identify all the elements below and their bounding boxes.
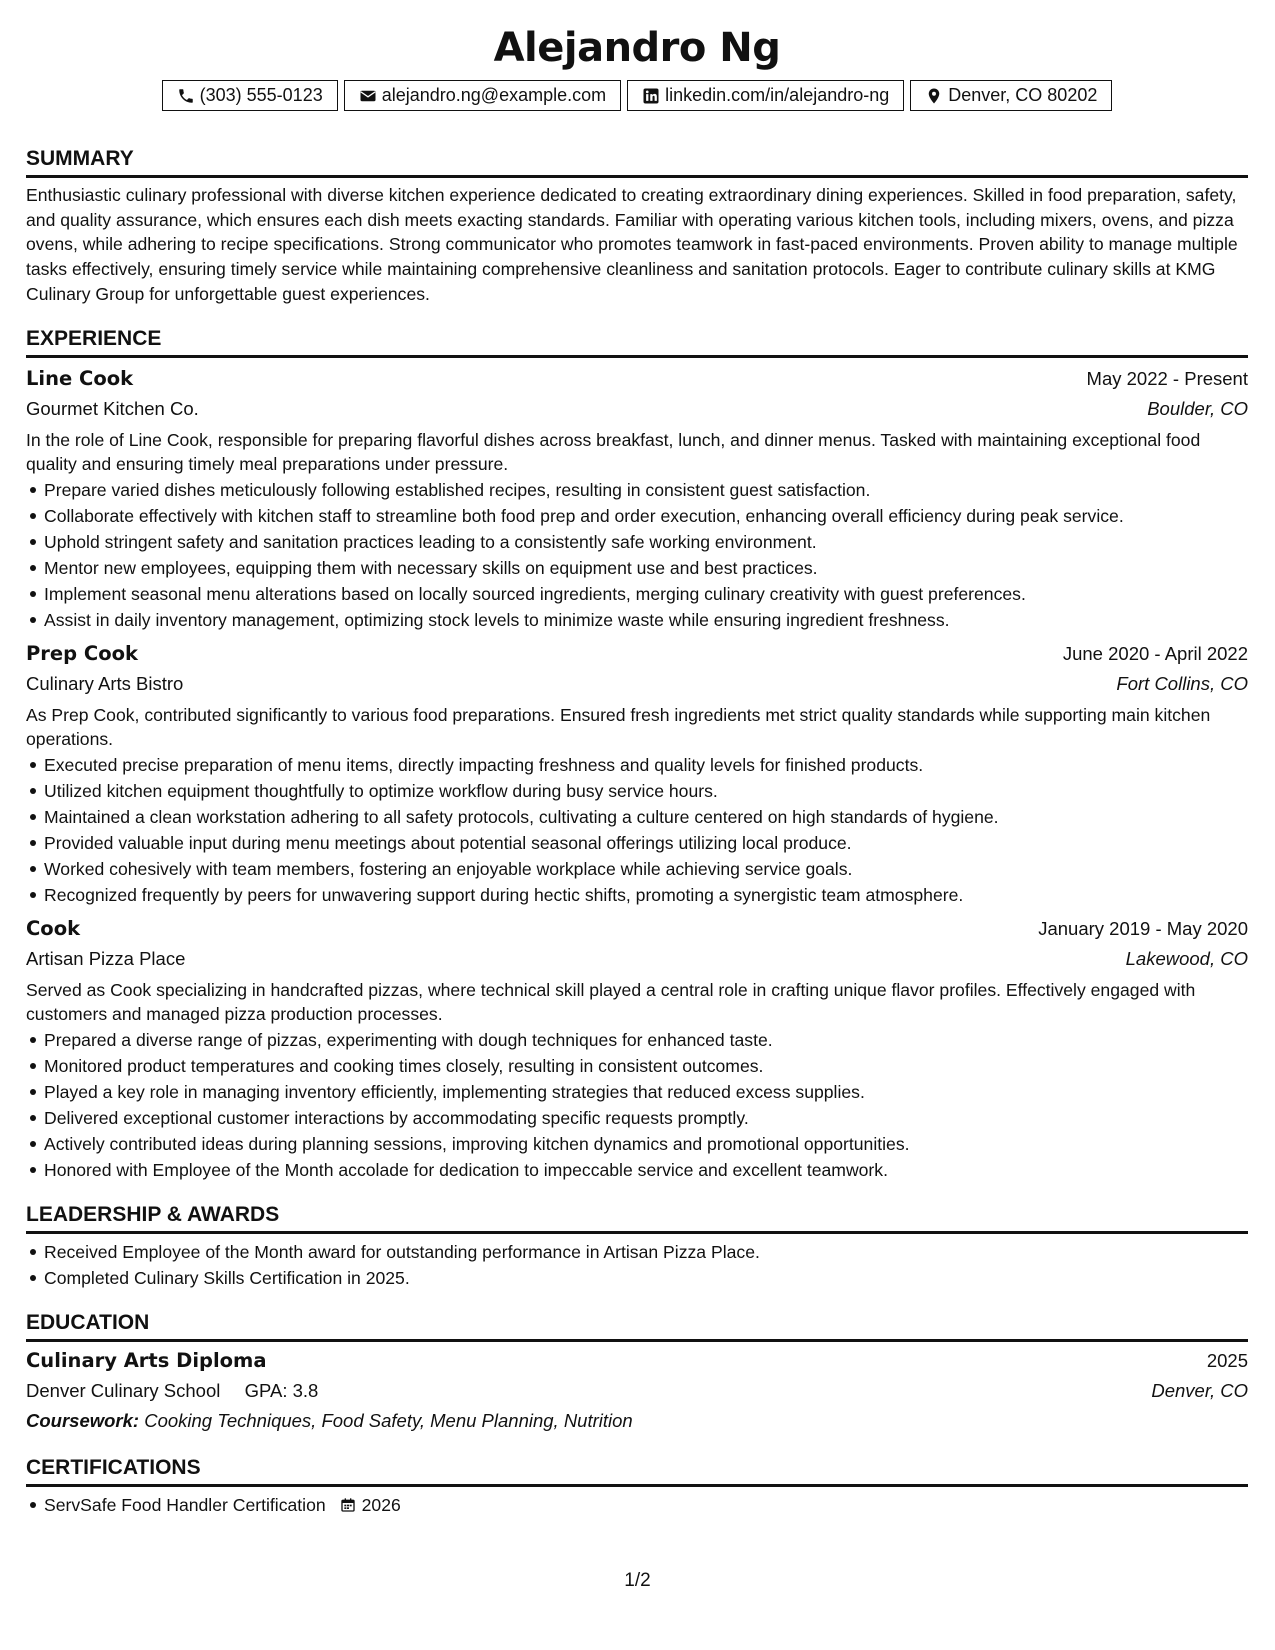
list-item: Utilized kitchen equipment thoughtfully to optimize workflow during busy service hours. bbox=[26, 778, 1248, 804]
degree-title: Culinary Arts Diploma bbox=[26, 1348, 267, 1372]
contact-location bbox=[910, 80, 1112, 111]
linkedin-text: linkedin.com/in/alejandro-ng bbox=[665, 85, 890, 105]
job-date: June 2020 - April 2022 bbox=[1062, 642, 1248, 664]
contact-phone[interactable] bbox=[162, 80, 338, 111]
experience-section bbox=[26, 319, 1248, 1183]
list-item: Recognized frequently by peers for unwavering support during hectic shifts, promoting a synergistic team atmosphere. bbox=[26, 882, 1248, 908]
leadership-section bbox=[26, 1195, 1248, 1291]
job-company: Artisan Pizza Place bbox=[26, 947, 186, 969]
job-title: Prep Cook bbox=[26, 641, 138, 665]
gpa: GPA: 3.8 bbox=[244, 1379, 319, 1401]
page-number: 1/2 bbox=[624, 1570, 651, 1591]
job-description: As Prep Cook, contributed significantly to various food preparations. Ensured fresh ingredients met strict quality standards while supporting main kitchen operations. bbox=[26, 704, 1211, 749]
list-item: Prepared a diverse range of pizzas, experimenting with dough techniques for enhanced taste. bbox=[26, 1027, 1248, 1053]
job-title: Line Cook bbox=[26, 366, 134, 390]
list-item: Implement seasonal menu alterations based on locally sourced ingredients, merging culinary creativity with guest preferences. bbox=[26, 581, 1248, 607]
list-item: Completed Culinary Skills Certification in 2025. bbox=[26, 1265, 1248, 1291]
map-pin-icon bbox=[925, 87, 943, 105]
section-title-summary: SUMMARY bbox=[26, 139, 1248, 178]
contact-linkedin[interactable] bbox=[627, 80, 904, 111]
job-entry bbox=[26, 639, 1248, 908]
section-title-education: EDUCATION bbox=[26, 1303, 1248, 1342]
list-item: Collaborate effectively with kitchen staff to streamline both food prep and order execution, enhancing overall efficiency during peak service. bbox=[26, 503, 1248, 529]
section-title-leadership: LEADERSHIP & AWARDS bbox=[26, 1195, 1248, 1234]
certifications-list bbox=[26, 1492, 1248, 1518]
list-item: Actively contributed ideas during planning sessions, improving kitchen dynamics and promotional opportunities. bbox=[26, 1131, 1248, 1157]
coursework-list: Cooking Techniques, Food Safety, Menu Planning, Nutrition bbox=[144, 1409, 633, 1431]
job-date: May 2022 - Present bbox=[1086, 367, 1248, 389]
email-text: alejandro.ng@example.com bbox=[381, 85, 607, 105]
contact-bar bbox=[26, 80, 1248, 111]
job-bullets bbox=[26, 477, 1248, 633]
coursework-label: Coursework: bbox=[26, 1409, 140, 1431]
list-item: Received Employee of the Month award for outstanding performance in Artisan Pizza Place. bbox=[26, 1239, 1248, 1265]
phone-icon bbox=[177, 87, 195, 105]
job-bullets bbox=[26, 1027, 1248, 1183]
job-bullets bbox=[26, 752, 1248, 908]
location-text: Denver, CO 80202 bbox=[948, 85, 1098, 105]
phone-text: (303) 555-0123 bbox=[199, 85, 323, 105]
envelope-icon bbox=[359, 87, 377, 105]
list-item bbox=[26, 1492, 1248, 1518]
education-section bbox=[26, 1303, 1248, 1436]
job-title: Cook bbox=[26, 916, 81, 940]
job-description: In the role of Line Cook, responsible for preparing flavorful dishes across breakfast, lunch, and dinner menus. Tasked with maintaining exceptional food quality and ensuring timely meal preparations under pressure. bbox=[26, 429, 1201, 474]
job-location: Lakewood, CO bbox=[1125, 947, 1248, 969]
education-year: 2025 bbox=[1206, 1349, 1248, 1371]
job-location: Boulder, CO bbox=[1147, 397, 1248, 419]
linkedin-icon bbox=[642, 87, 660, 105]
coursework bbox=[26, 1406, 1248, 1436]
list-item: Played a key role in managing inventory efficiently, implementing strategies that reduced excess supplies. bbox=[26, 1079, 1248, 1105]
list-item: Honored with Employee of the Month accolade for dedication to impeccable service and excellent teamwork. bbox=[26, 1157, 1248, 1183]
school-name: Denver Culinary School bbox=[26, 1379, 221, 1401]
list-item: Mentor new employees, equipping them with necessary skills on equipment use and best practices. bbox=[26, 555, 1248, 581]
list-item: Delivered exceptional customer interactions by accommodating specific requests promptly. bbox=[26, 1105, 1248, 1131]
section-title-certifications: CERTIFICATIONS bbox=[26, 1448, 1248, 1487]
job-company: Culinary Arts Bistro bbox=[26, 672, 184, 694]
job-entry bbox=[26, 914, 1248, 1183]
list-item: Executed precise preparation of menu items, directly impacting freshness and quality levels for finished products. bbox=[26, 752, 1248, 778]
list-item: Uphold stringent safety and sanitation practices leading to a consistently safe working environment. bbox=[26, 529, 1248, 555]
certification-year: 2026 bbox=[361, 1494, 401, 1515]
certifications-section bbox=[26, 1448, 1248, 1518]
summary-section bbox=[26, 139, 1248, 307]
list-item: Provided valuable input during menu meetings about potential seasonal offerings utilizing local produce. bbox=[26, 830, 1248, 856]
job-company: Gourmet Kitchen Co. bbox=[26, 397, 199, 419]
contact-email[interactable] bbox=[344, 80, 621, 111]
job-entry bbox=[26, 364, 1248, 633]
list-item: Prepare varied dishes meticulously following established recipes, resulting in consistent guest satisfaction. bbox=[26, 477, 1248, 503]
section-title-experience: EXPERIENCE bbox=[26, 319, 1248, 358]
candidate-name: Alejandro Ng bbox=[493, 25, 781, 71]
job-date: January 2019 - May 2020 bbox=[1038, 917, 1248, 939]
list-item: Monitored product temperatures and cooking times closely, resulting in consistent outcomes. bbox=[26, 1053, 1248, 1079]
certification-name: ServSafe Food Handler Certification bbox=[44, 1494, 326, 1515]
job-location: Fort Collins, CO bbox=[1116, 672, 1248, 694]
calendar-icon bbox=[332, 1497, 356, 1513]
job-description: Served as Cook specializing in handcrafted pizzas, where technical skill played a central role in crafting unique flavor profiles. Effectively engaged with customers and managed pizza production processes. bbox=[26, 979, 1196, 1024]
resume-page bbox=[26, 20, 1248, 1518]
leadership-list bbox=[26, 1239, 1248, 1291]
list-item: Worked cohesively with team members, fostering an enjoyable workplace while achieving service goals. bbox=[26, 856, 1248, 882]
summary-text: Enthusiastic culinary professional with diverse kitchen experience dedicated to creating extraordinary dining experiences. Skilled in food preparation, safety, and quality assurance, which ensures each dish meets exacting standards. Familiar with operating various kitchen tools, including mixers, ovens, and pizza ovens, while adhering to recipe specifications. Strong communicator who promotes teamwork in fast-paced environments. Proven ability to manage multiple tasks effectively, ensuring timely service while maintaining comprehensive cleanliness and sanitation protocols. Eager to contribute culinary skills at KMG Culinary Group for unforgettable guest experiences. bbox=[26, 185, 1238, 304]
list-item: Maintained a clean workstation adhering to all safety protocols, cultivating a culture centered on high standards of hygiene. bbox=[26, 804, 1248, 830]
list-item: Assist in daily inventory management, optimizing stock levels to minimize waste while ensuring ingredient freshness. bbox=[26, 607, 1248, 633]
education-location: Denver, CO bbox=[1151, 1379, 1248, 1401]
